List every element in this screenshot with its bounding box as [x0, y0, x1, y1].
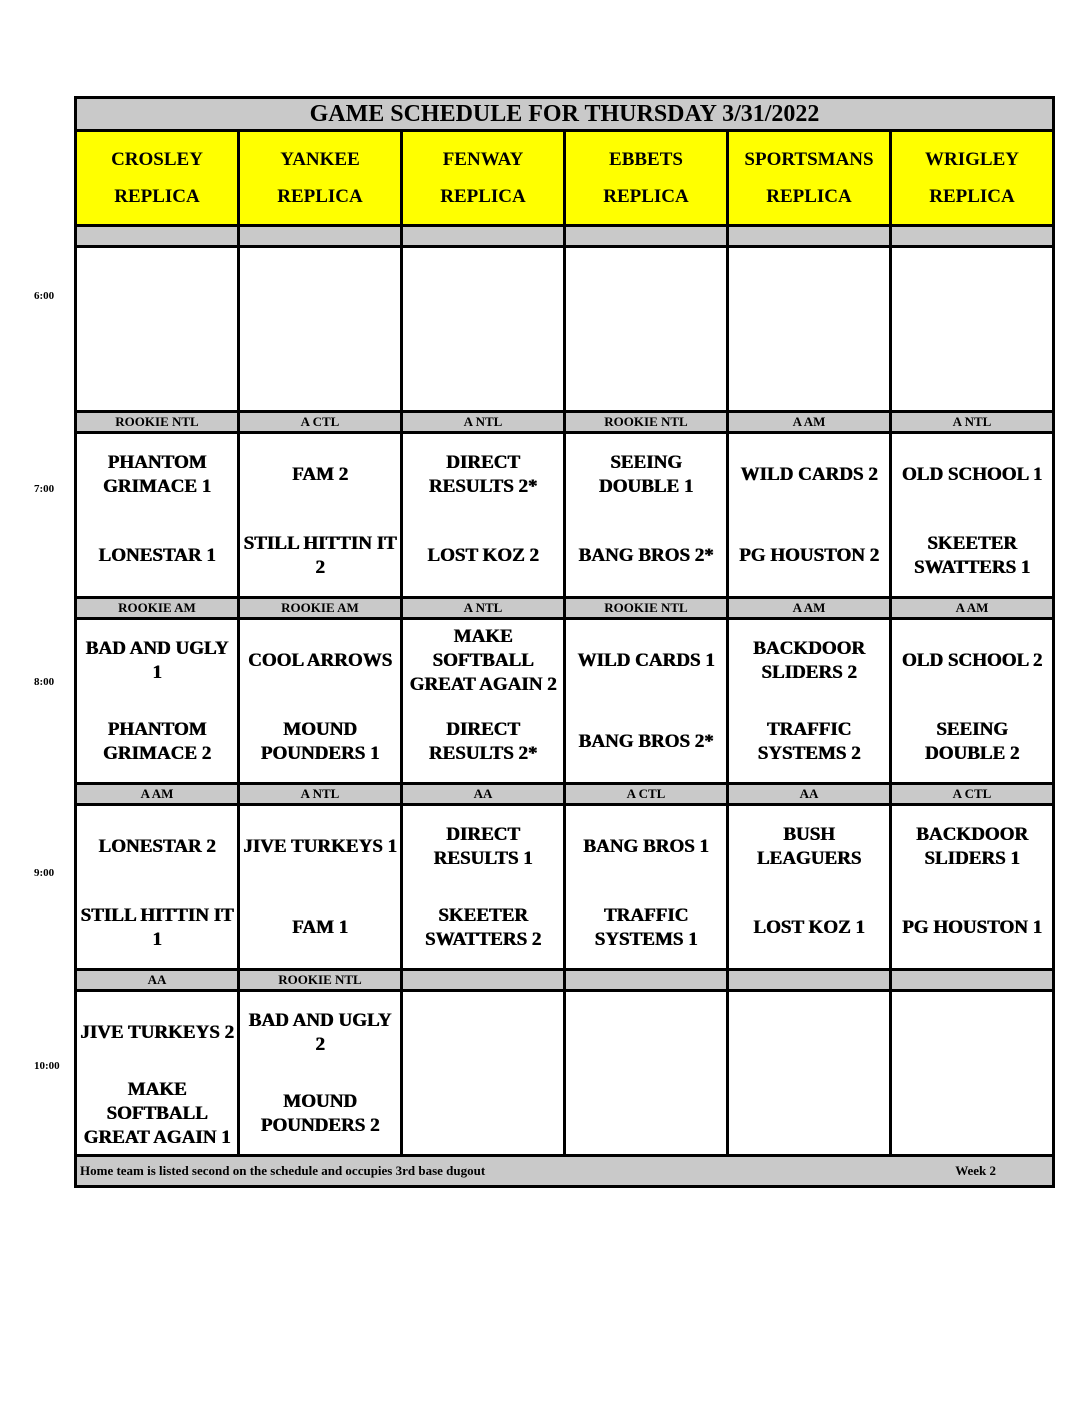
division-label	[239, 226, 402, 247]
division-row	[76, 970, 1054, 991]
division-label: A AM	[728, 412, 891, 433]
game-row	[76, 619, 1054, 784]
home-team	[403, 329, 563, 410]
home-team: TRAFFIC SYSTEMS 1	[594, 904, 698, 950]
game-row	[76, 991, 1054, 1156]
footer-note: Home team is listed second on the schedule and occupies 3rd base dugout	[80, 1163, 486, 1178]
game-matchup	[77, 992, 237, 1154]
game-cell	[565, 805, 728, 970]
away-team: DIRECT RESULTS 1	[433, 823, 533, 869]
division-row	[76, 412, 1054, 433]
field-type: REPLICA	[603, 186, 689, 207]
game-matchup	[403, 992, 563, 1154]
game-matchup	[566, 434, 726, 596]
division-label	[402, 970, 565, 991]
game-cell	[728, 247, 891, 412]
away-team: LONESTAR 2	[98, 835, 216, 857]
home-team: LOST KOZ 2	[427, 544, 539, 566]
game-row	[76, 433, 1054, 598]
home-team: SKEETER SWATTERS 2	[424, 904, 542, 950]
game-matchup	[566, 248, 726, 410]
division-label: ROOKIE NTL	[565, 412, 728, 433]
game-matchup	[729, 992, 889, 1154]
game-cell	[76, 433, 239, 598]
game-cell	[239, 619, 402, 784]
home-team: LOST KOZ 1	[753, 916, 865, 938]
division-label: A AM	[891, 598, 1054, 619]
division-label: ROOKIE NTL	[565, 598, 728, 619]
game-matchup	[892, 434, 1052, 596]
home-team: BANG BROS 2*	[578, 730, 714, 752]
division-label	[565, 970, 728, 991]
game-matchup	[566, 992, 726, 1154]
field-name: FENWAY	[442, 149, 524, 170]
game-matchup	[892, 806, 1052, 968]
division-label: A NTL	[402, 412, 565, 433]
game-cell	[239, 991, 402, 1156]
field-type: REPLICA	[929, 186, 1015, 207]
home-team: PG HOUSTON 2	[738, 544, 880, 566]
away-team: FAM 2	[291, 463, 349, 485]
away-team	[566, 248, 726, 329]
game-matchup	[240, 992, 400, 1154]
schedule-title: GAME SCHEDULE FOR THURSDAY 3/31/2022	[76, 98, 1054, 131]
field-type: REPLICA	[766, 186, 852, 207]
home-team: MOUND POUNDERS 1	[260, 718, 380, 764]
division-label	[728, 226, 891, 247]
division-label: ROOKIE NTL	[239, 970, 402, 991]
away-team: BAD AND UGLY 1	[85, 637, 229, 683]
game-matchup	[892, 248, 1052, 410]
footer-row	[76, 1156, 1054, 1187]
game-matchup	[403, 620, 563, 782]
home-team: TRAFFIC SYSTEMS 2	[757, 718, 861, 764]
away-team	[892, 248, 1052, 329]
division-label: A NTL	[891, 412, 1054, 433]
away-team: WILD CARDS 1	[577, 649, 715, 671]
division-row	[76, 226, 1054, 247]
field-header	[565, 131, 728, 226]
away-team: DIRECT RESULTS 2*	[428, 451, 538, 497]
home-team	[729, 1073, 889, 1154]
division-label: A CTL	[565, 784, 728, 805]
game-cell	[239, 247, 402, 412]
division-label	[402, 226, 565, 247]
game-cell	[402, 247, 565, 412]
field-header	[76, 131, 239, 226]
division-label: AA	[402, 784, 565, 805]
division-label: ROOKIE NTL	[76, 412, 239, 433]
division-label	[565, 226, 728, 247]
game-cell	[565, 619, 728, 784]
home-team: MAKE SOFTBALL GREAT AGAIN 1	[83, 1078, 231, 1148]
game-matchup	[403, 806, 563, 968]
home-team: MOUND POUNDERS 2	[260, 1090, 380, 1136]
away-team: BACKDOOR SLIDERS 2	[753, 637, 865, 683]
game-cell	[76, 619, 239, 784]
away-team: WILD CARDS 2	[740, 463, 878, 485]
game-matchup	[403, 434, 563, 596]
game-cell	[76, 805, 239, 970]
home-team: BANG BROS 2*	[578, 544, 714, 566]
away-team: JIVE TURKEYS 2	[80, 1021, 234, 1043]
game-cell	[76, 991, 239, 1156]
field-header	[402, 131, 565, 226]
division-row	[76, 598, 1054, 619]
game-cell	[891, 805, 1054, 970]
away-team: BAD AND UGLY 2	[248, 1009, 392, 1055]
game-matchup	[729, 806, 889, 968]
home-team	[77, 329, 237, 410]
footer-content	[77, 1163, 1052, 1179]
away-team	[403, 992, 563, 1073]
home-team: LONESTAR 1	[98, 544, 216, 566]
home-team	[892, 1073, 1052, 1154]
game-matchup	[240, 434, 400, 596]
game-cell	[402, 433, 565, 598]
division-label: AA	[728, 784, 891, 805]
field-name: YANKEE	[280, 149, 360, 170]
away-team: SEEING DOUBLE 1	[598, 451, 694, 497]
division-label: A AM	[76, 784, 239, 805]
game-cell	[891, 619, 1054, 784]
home-team: STILL HITTIN IT 2	[243, 532, 397, 578]
away-team	[403, 248, 563, 329]
game-matchup	[729, 248, 889, 410]
home-team	[403, 1073, 563, 1154]
division-label: AA	[76, 970, 239, 991]
field-type: REPLICA	[114, 186, 200, 207]
away-team: BACKDOOR SLIDERS 1	[916, 823, 1028, 869]
away-team: BANG BROS 1	[583, 835, 709, 857]
time-label: 10:00	[34, 1060, 60, 1072]
away-team: COOL ARROWS	[247, 649, 393, 671]
game-matchup	[729, 434, 889, 596]
game-matchup	[566, 620, 726, 782]
game-cell	[402, 619, 565, 784]
away-team	[240, 248, 400, 329]
home-team: FAM 1	[291, 916, 349, 938]
game-matchup	[729, 620, 889, 782]
home-team: DIRECT RESULTS 2*	[428, 718, 538, 764]
game-matchup	[892, 992, 1052, 1154]
game-cell	[728, 619, 891, 784]
game-cell	[728, 433, 891, 598]
division-label	[728, 970, 891, 991]
field-header	[239, 131, 402, 226]
field-header-row	[76, 131, 1054, 226]
field-type: REPLICA	[440, 186, 526, 207]
home-team	[729, 329, 889, 410]
home-team: STILL HITTIN IT 1	[80, 904, 234, 950]
away-team	[729, 248, 889, 329]
away-team: OLD SCHOOL 1	[901, 463, 1043, 485]
week-label: Week 2	[955, 1163, 996, 1178]
game-matchup	[77, 806, 237, 968]
division-label: A CTL	[891, 784, 1054, 805]
game-cell	[891, 247, 1054, 412]
schedule-table	[74, 96, 1055, 1188]
division-label	[891, 970, 1054, 991]
game-matchup	[240, 806, 400, 968]
game-cell	[728, 991, 891, 1156]
game-matchup	[892, 620, 1052, 782]
division-label	[891, 226, 1054, 247]
away-team	[892, 992, 1052, 1073]
division-row	[76, 784, 1054, 805]
field-name: CROSLEY	[111, 149, 203, 170]
game-matchup	[77, 620, 237, 782]
away-team	[77, 248, 237, 329]
game-cell	[402, 805, 565, 970]
field-name: EBBETS	[609, 149, 683, 170]
division-label: A NTL	[402, 598, 565, 619]
game-cell	[565, 991, 728, 1156]
away-team: PHANTOM GRIMACE 1	[102, 451, 212, 497]
game-cell	[891, 433, 1054, 598]
game-matchup	[403, 248, 563, 410]
division-label: ROOKIE AM	[239, 598, 402, 619]
division-label: A AM	[728, 598, 891, 619]
footer-cell	[76, 1156, 1054, 1187]
time-label: 6:00	[34, 290, 55, 302]
home-team: SKEETER SWATTERS 1	[913, 532, 1031, 578]
home-team	[892, 329, 1052, 410]
field-name: WRIGLEY	[925, 149, 1019, 170]
game-matchup	[77, 434, 237, 596]
game-cell	[891, 991, 1054, 1156]
game-matchup	[77, 248, 237, 410]
game-cell	[239, 805, 402, 970]
time-label: 9:00	[34, 867, 55, 879]
field-header	[728, 131, 891, 226]
away-team	[729, 992, 889, 1073]
home-team: PHANTOM GRIMACE 2	[102, 718, 212, 764]
game-row	[76, 247, 1054, 412]
game-matchup	[240, 620, 400, 782]
game-cell	[239, 433, 402, 598]
away-team	[566, 992, 726, 1073]
home-team: PG HOUSTON 1	[901, 916, 1043, 938]
division-label	[76, 226, 239, 247]
division-label: A NTL	[239, 784, 402, 805]
field-name: SPORTSMANS	[744, 149, 874, 170]
game-matchup	[240, 248, 400, 410]
home-team	[566, 1073, 726, 1154]
away-team: MAKE SOFTBALL GREAT AGAIN 2	[409, 625, 557, 695]
home-team	[566, 329, 726, 410]
game-cell	[76, 247, 239, 412]
game-cell	[565, 433, 728, 598]
field-header	[891, 131, 1054, 226]
field-type: REPLICA	[277, 186, 363, 207]
game-cell	[402, 991, 565, 1156]
time-label: 8:00	[34, 676, 55, 688]
division-label: ROOKIE AM	[76, 598, 239, 619]
time-label: 7:00	[34, 483, 55, 495]
game-row	[76, 805, 1054, 970]
home-team: SEEING DOUBLE 2	[924, 718, 1020, 764]
division-label: A CTL	[239, 412, 402, 433]
game-matchup	[566, 806, 726, 968]
away-team: OLD SCHOOL 2	[901, 649, 1043, 671]
game-cell	[565, 247, 728, 412]
away-team: JIVE TURKEYS 1	[243, 835, 397, 857]
home-team	[240, 329, 400, 410]
game-cell	[728, 805, 891, 970]
away-team: BUSH LEAGUERS	[756, 823, 862, 869]
